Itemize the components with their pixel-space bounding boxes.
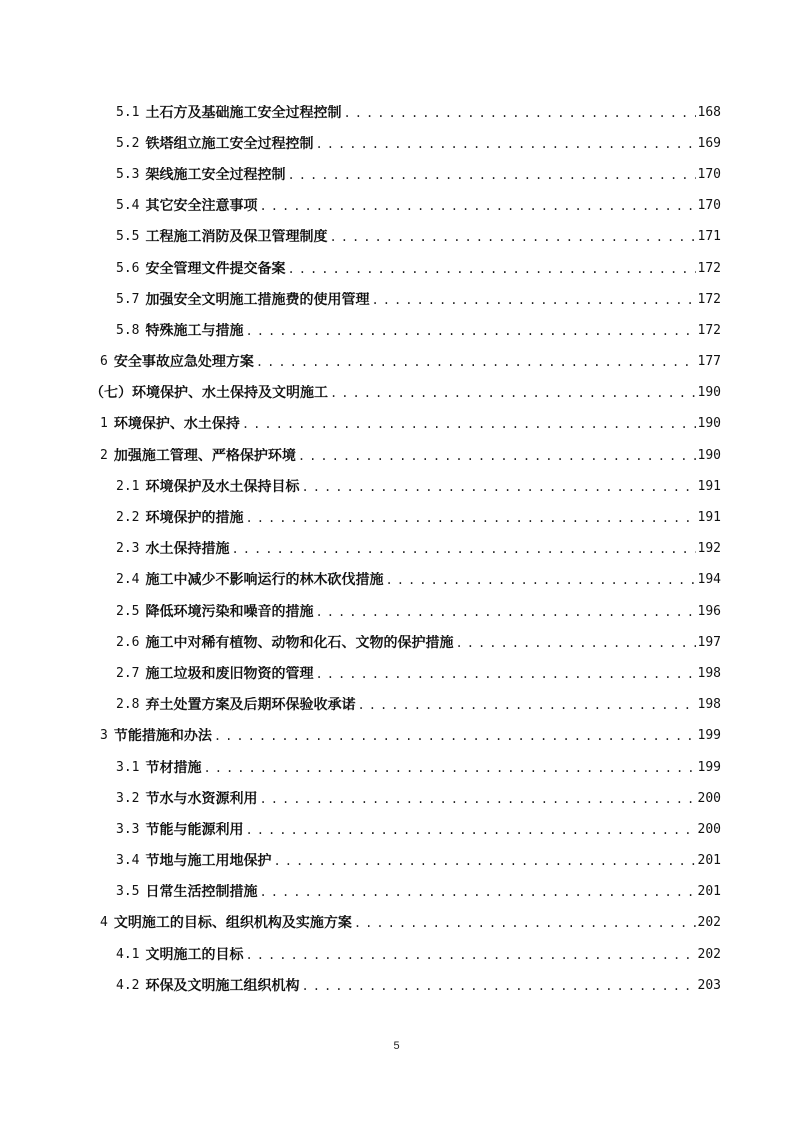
toc-entry-title: 加强安全文明施工措施费的使用管理 — [145, 291, 370, 308]
toc-entry[interactable] — [0, 191, 793, 222]
toc-entry-title: 铁塔组立施工安全过程控制 — [145, 135, 314, 152]
dot-leader — [385, 572, 695, 588]
toc-entry[interactable] — [0, 752, 793, 783]
toc-entry-number: 5.8 — [116, 322, 140, 338]
dot-leader — [245, 822, 695, 838]
dot-leader — [287, 261, 695, 277]
dot-leader — [214, 728, 696, 744]
toc-entry-page: 192 — [697, 541, 721, 557]
dot-leader — [259, 884, 695, 900]
dot-leader — [455, 635, 695, 651]
toc-entry[interactable] — [0, 534, 793, 565]
toc-entry-number: 5.5 — [116, 229, 140, 245]
toc-entry-title: 日常生活控制措施 — [145, 884, 258, 901]
page-number: 5 — [393, 1040, 400, 1052]
dot-leader — [301, 479, 695, 495]
dot-leader — [315, 136, 695, 152]
toc-entry-title: 文明施工的目标、组织机构及实施方案 — [113, 915, 352, 932]
toc-entry-number: 2.7 — [116, 665, 140, 681]
toc-entry[interactable] — [0, 315, 793, 346]
dot-leader — [259, 791, 695, 807]
toc-entry-title: 节水与水资源利用 — [145, 790, 258, 807]
toc-entry-page: 190 — [697, 385, 721, 401]
toc-entry[interactable] — [0, 502, 793, 533]
toc-entry-number: 5.1 — [116, 104, 140, 120]
toc-entry[interactable] — [0, 939, 793, 970]
toc-entry-page: 200 — [697, 790, 721, 806]
toc-entry-number: 3.5 — [116, 884, 140, 900]
toc-entry[interactable] — [0, 347, 793, 378]
toc-entry[interactable] — [0, 783, 793, 814]
toc-entry-title: 土石方及基础施工安全过程控制 — [145, 104, 342, 121]
toc-entry[interactable] — [0, 908, 793, 939]
toc-entry-page: 199 — [697, 759, 721, 775]
toc-entry-title: 环境保护及水土保持目标 — [145, 478, 300, 495]
dot-leader — [245, 947, 695, 963]
toc-entry-page: 201 — [697, 884, 721, 900]
toc-entry[interactable] — [0, 970, 793, 1001]
toc-entry[interactable] — [0, 440, 793, 471]
dot-leader — [242, 416, 696, 432]
toc-entry[interactable] — [0, 97, 793, 128]
toc-entry-number: 5.7 — [116, 291, 140, 307]
toc-entry[interactable] — [0, 877, 793, 908]
toc-entry-page: 201 — [697, 853, 721, 869]
toc-entry-page: 203 — [697, 977, 721, 993]
toc-entry-page: 169 — [697, 135, 721, 151]
toc-entry-title: 水土保持措施 — [145, 541, 230, 558]
dot-leader — [371, 292, 695, 308]
toc-entry-page: 190 — [697, 416, 721, 432]
dot-leader — [256, 354, 696, 370]
toc-entry-number: 4 — [100, 915, 108, 931]
toc-entry[interactable] — [0, 846, 793, 877]
toc-entry-number: 5.3 — [116, 166, 140, 182]
toc-entry-number: 4.1 — [116, 946, 140, 962]
toc-entry-page: 171 — [697, 229, 721, 245]
dot-leader — [301, 978, 695, 994]
toc-entry-title: 工程施工消防及保卫管理制度 — [145, 229, 328, 246]
toc-entry-number: 3.4 — [116, 853, 140, 869]
dot-leader — [287, 167, 695, 183]
toc-entry[interactable] — [0, 627, 793, 658]
toc-entry-number: 5.2 — [116, 135, 140, 151]
toc-entry-title: （七）环境保护、水土保持及文明施工 — [90, 385, 328, 402]
toc-entry-page: 172 — [697, 260, 721, 276]
toc-entry-title: 环境保护的措施 — [145, 510, 244, 527]
toc-entry-title: 节能与能源利用 — [145, 821, 244, 838]
toc-entry[interactable] — [0, 253, 793, 284]
toc-entry[interactable] — [0, 222, 793, 253]
toc-entry-number: 2.3 — [116, 541, 140, 557]
toc-entry[interactable] — [0, 596, 793, 627]
toc-entry-title: 环保及文明施工组织机构 — [145, 977, 300, 994]
toc-entry-number: 3.3 — [116, 821, 140, 837]
toc-entry[interactable] — [0, 284, 793, 315]
toc-entry-number: 2.6 — [116, 634, 140, 650]
dot-leader — [245, 323, 695, 339]
dot-leader — [245, 510, 695, 526]
toc-entry-page: 197 — [697, 634, 721, 650]
dot-leader — [354, 915, 696, 931]
dot-leader — [273, 853, 695, 869]
toc-entry-page: 191 — [697, 478, 721, 494]
toc-entry-page: 172 — [697, 322, 721, 338]
toc-entry-page: 198 — [697, 697, 721, 713]
toc-entry-number: 4.2 — [116, 977, 140, 993]
table-of-contents — [0, 97, 793, 1001]
dot-leader — [298, 448, 696, 464]
toc-entry[interactable] — [0, 814, 793, 845]
toc-entry-title: 施工中减少不影响运行的林木砍伐措施 — [145, 572, 384, 589]
toc-entry-title: 节地与施工用地保护 — [145, 853, 272, 870]
toc-entry-number: 2 — [100, 447, 108, 463]
toc-entry-title: 弃土处置方案及后期环保验收承诺 — [145, 697, 356, 714]
toc-entry-number: 3.2 — [116, 790, 140, 806]
toc-entry-title: 环境保护、水土保持 — [113, 416, 240, 433]
toc-chapter-heading[interactable] — [0, 378, 793, 409]
dot-leader — [343, 105, 695, 121]
toc-entry-page: 200 — [697, 821, 721, 837]
toc-entry-page: 170 — [697, 166, 721, 182]
toc-entry[interactable] — [0, 690, 793, 721]
toc-entry-number: 6 — [100, 354, 108, 370]
toc-entry-page: 190 — [697, 447, 721, 463]
toc-entry-page: 177 — [697, 354, 721, 370]
toc-entry-title: 降低环境污染和噪音的措施 — [145, 603, 314, 620]
toc-entry[interactable] — [0, 565, 793, 596]
toc-entry-number: 5.4 — [116, 198, 140, 214]
toc-entry-page: 168 — [697, 104, 721, 120]
toc-entry-number: 2.4 — [116, 572, 140, 588]
toc-entry-title: 安全管理文件提交备案 — [145, 260, 286, 277]
dot-leader — [330, 385, 696, 401]
toc-entry-title: 施工垃圾和废旧物资的管理 — [145, 665, 314, 682]
toc-entry[interactable] — [0, 721, 793, 752]
toc-entry-number: 2.8 — [116, 697, 140, 713]
toc-entry-title: 安全事故应急处理方案 — [113, 354, 254, 371]
toc-entry-title: 施工中对稀有植物、动物和化石、文物的保护措施 — [145, 634, 454, 651]
toc-entry-page: 170 — [697, 198, 721, 214]
toc-entry-number: 2.2 — [116, 510, 140, 526]
dot-leader — [231, 541, 695, 557]
toc-entry-title: 节材措施 — [145, 759, 202, 776]
toc-entry-title: 节能措施和办法 — [113, 728, 212, 745]
toc-entry-number: 3 — [100, 728, 108, 744]
toc-entry[interactable] — [0, 159, 793, 190]
toc-entry-page: 202 — [697, 946, 721, 962]
dot-leader — [203, 760, 695, 776]
toc-entry[interactable] — [0, 128, 793, 159]
toc-entry-page: 199 — [697, 728, 721, 744]
dot-leader — [315, 604, 695, 620]
toc-entry-page: 198 — [697, 665, 721, 681]
toc-entry-number: 1 — [100, 416, 108, 432]
toc-entry-title: 架线施工安全过程控制 — [145, 166, 286, 183]
toc-entry-page: 172 — [697, 291, 721, 307]
toc-entry-page: 196 — [697, 603, 721, 619]
toc-entry-title: 加强施工管理、严格保护环境 — [113, 447, 296, 464]
toc-entry-page: 194 — [697, 572, 721, 588]
toc-entry[interactable] — [0, 658, 793, 689]
toc-entry-title: 文明施工的目标 — [145, 946, 244, 963]
toc-entry-page: 191 — [697, 510, 721, 526]
toc-entry-page: 202 — [697, 915, 721, 931]
toc-entry[interactable] — [0, 409, 793, 440]
dot-leader — [357, 697, 695, 713]
toc-entry-number: 3.1 — [116, 759, 140, 775]
dot-leader — [315, 666, 695, 682]
toc-entry[interactable] — [0, 471, 793, 502]
toc-entry-title: 其它安全注意事项 — [145, 198, 258, 215]
toc-entry-title: 特殊施工与措施 — [145, 322, 244, 339]
toc-entry-number: 2.5 — [116, 603, 140, 619]
toc-entry-number: 2.1 — [116, 478, 140, 494]
dot-leader — [259, 198, 695, 214]
dot-leader — [329, 229, 695, 245]
toc-entry-number: 5.6 — [116, 260, 140, 276]
